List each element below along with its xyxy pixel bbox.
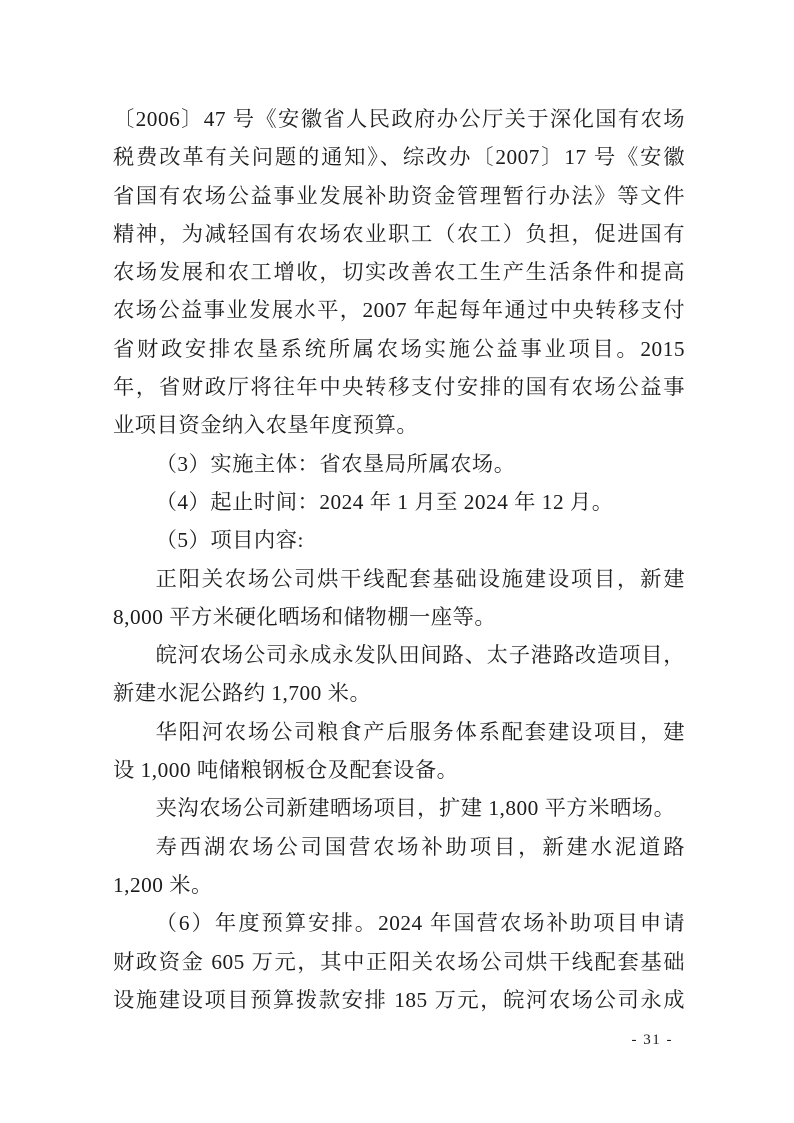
- text-line: 正阳关农场公司烘干线配套基础设施建设项目，新建: [155, 566, 685, 591]
- text-line: 农场公益事业发展水平，2007 年起每年通过中央转移支付: [113, 298, 685, 323]
- text-line: 设 1,000 吨储粮钢板仓及配套设备。: [113, 758, 459, 783]
- text-line: （5）项目内容:: [155, 528, 304, 553]
- paragraph: [113, 445, 685, 483]
- document-body: [113, 100, 685, 1019]
- text-line: （3）实施主体：省农垦局所属农场。: [155, 451, 516, 476]
- text-line: 1,200 米。: [113, 872, 213, 897]
- paragraph: [113, 904, 685, 1019]
- paragraph: [113, 636, 685, 713]
- paragraph: [113, 713, 685, 790]
- text-line: （6）年度预算安排。2024 年国营农场补助项目申请: [155, 911, 685, 936]
- paragraph: [113, 521, 685, 559]
- paragraph: [113, 100, 685, 445]
- paragraph: [113, 789, 685, 827]
- text-line: 设施建设项目预算拨款安排 185 万元，皖河农场公司永成: [113, 987, 685, 1012]
- text-line: 皖河农场公司永成永发队田间路、太子港路改造项目，: [155, 643, 685, 668]
- text-line: 华阳河农场公司粮食产后服务体系配套建设项目，建: [155, 719, 685, 744]
- paragraph: [113, 828, 685, 905]
- text-line: 省财政安排农垦系统所属农场实施公益事业项目。2015: [113, 336, 685, 361]
- text-line: 〔2006〕47 号《安徽省人民政府办公厅关于深化国有农场: [113, 107, 685, 131]
- text-line: 省国有农场公益事业发展补助资金管理暂行办法》等文件: [113, 183, 685, 208]
- text-line: 税费改革有关问题的通知》、综改办〔2007〕17 号《安徽: [113, 145, 685, 170]
- paragraph: [113, 483, 685, 521]
- page-number: - 31 -: [631, 1032, 673, 1048]
- text-line: 年，省财政厅将往年中央转移支付安排的国有农场公益事: [113, 375, 685, 400]
- text-line: 业项目资金纳入农垦年度预算。: [113, 413, 419, 438]
- text-line: （4）起止时间：2024 年 1 月至 2024 年 12 月。: [155, 489, 614, 514]
- text-line: 农场发展和农工增收，切实改善农工生产生活条件和提高: [113, 260, 685, 285]
- text-line: 寿西湖农场公司国营农场补助项目，新建水泥道路: [155, 834, 685, 859]
- text-line: 财政资金 605 万元，其中正阳关农场公司烘干线配套基础: [113, 949, 685, 974]
- paragraph: [113, 560, 685, 637]
- text-line: 新建水泥公路约 1,700 米。: [113, 681, 372, 706]
- text-line: 8,000 平方米硬化晒场和储物棚一座等。: [113, 604, 497, 629]
- text-line: 夹沟农场公司新建晒场项目，扩建 1,800 平方米晒场。: [155, 796, 676, 821]
- text-line: 精神，为减轻国有农场农业职工（农工）负担，促进国有: [113, 221, 685, 246]
